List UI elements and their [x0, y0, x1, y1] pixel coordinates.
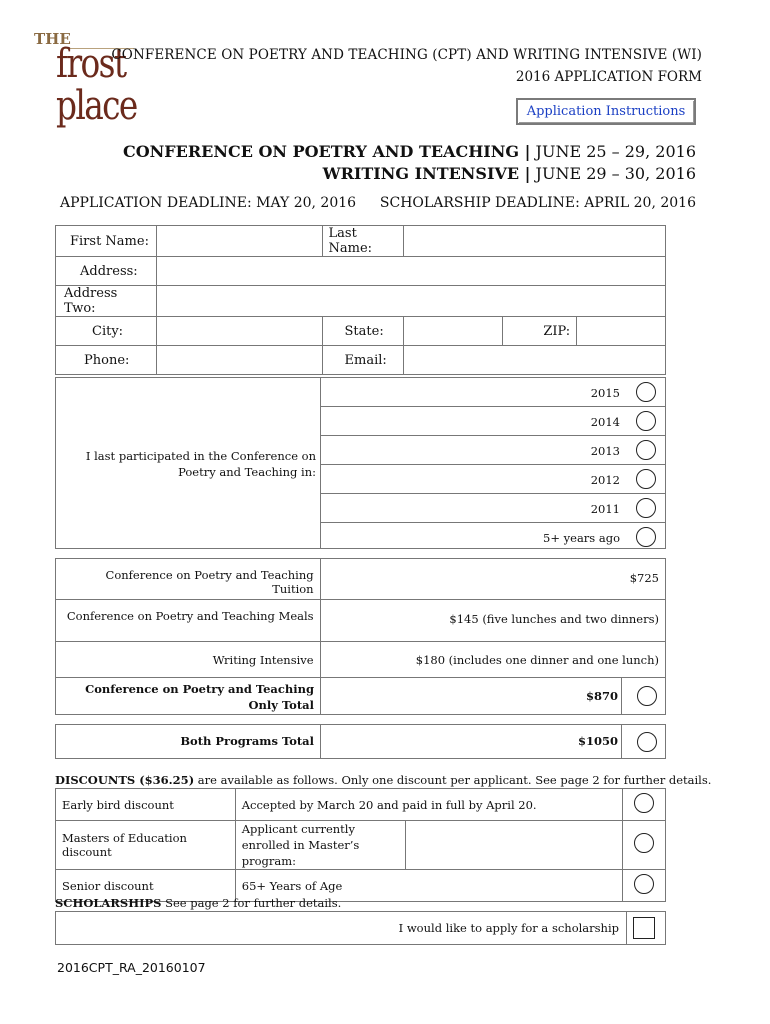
wi-title [323, 164, 696, 183]
senior-radio[interactable] [634, 874, 654, 894]
logo-the: THE [34, 30, 71, 48]
email-field[interactable] [403, 346, 666, 375]
zip-field[interactable] [577, 317, 666, 346]
scholarships-heading-text: See page 2 for further details. [161, 896, 342, 910]
fee-value: $180 (includes one dinner and one lunch) [320, 642, 665, 678]
participation-option-row [320, 523, 666, 551]
state-field[interactable] [403, 317, 503, 346]
participation-option-row [320, 436, 666, 464]
city-label: City: [56, 317, 157, 346]
city-field[interactable] [156, 317, 322, 346]
first-name-label: First Name: [56, 226, 157, 257]
scholarship-apply-label: I would like to apply for a scholarship [398, 921, 619, 935]
option-radio-2011[interactable] [636, 498, 656, 518]
cpt-dates: JUNE 25 – 29, 2016 [530, 142, 696, 161]
header-line1: CONFERENCE ON POETRY AND TEACHING (CPT) AND WRITING INTENSIVE (WI) [111, 47, 702, 63]
participation-option-row [320, 464, 666, 494]
address-two-field[interactable] [156, 286, 665, 317]
participation-option-row [320, 494, 666, 523]
fees-table [55, 558, 666, 678]
early-bird-radio[interactable] [634, 793, 654, 813]
logo-frost: frost [56, 41, 126, 87]
scholarship-checkbox[interactable] [633, 917, 655, 939]
cpt-title-bold: CONFERENCE ON POETRY AND TEACHING | [122, 142, 531, 161]
scholarship-row [55, 911, 666, 945]
option-radio-2013[interactable] [636, 440, 656, 460]
discount-name: Early bird discount [56, 789, 236, 821]
address-label: Address: [56, 257, 157, 286]
last-name-label: Last Name: [322, 226, 403, 257]
option-label: 2012 [590, 473, 620, 487]
application-deadline: APPLICATION DEADLINE: MAY 20, 2016 [60, 195, 357, 211]
masters-program-field[interactable] [405, 821, 623, 870]
option-radio-2015[interactable] [636, 382, 656, 402]
option-radio-2012[interactable] [636, 469, 656, 489]
option-label: 2015 [590, 386, 620, 400]
both-programs-total-value: $1050 [577, 734, 618, 748]
application-instructions-button[interactable]: Application Instructions [516, 98, 696, 125]
participation-options [320, 378, 666, 551]
option-label: 2014 [590, 415, 620, 429]
contact-form [55, 225, 666, 375]
both-programs-total-radio[interactable] [637, 732, 657, 752]
logo-place: place [56, 83, 137, 129]
cpt-only-total-label: Conference on Poetry and Teaching Only Total [85, 682, 314, 712]
fee-label: Conference on Poetry and Teaching Tuition [56, 559, 321, 600]
discount-desc: 65+ Years of Age [235, 870, 622, 902]
discounts-heading [55, 773, 711, 787]
wi-title-bold: WRITING INTENSIVE | [322, 164, 531, 183]
discounts-table [55, 788, 666, 902]
cpt-only-total-radio[interactable] [637, 686, 657, 706]
address-two-label: Address Two: [56, 286, 157, 317]
wi-dates: JUNE 29 – 30, 2016 [530, 164, 696, 183]
scholarship-deadline: SCHOLARSHIP DEADLINE: APRIL 20, 2016 [379, 195, 696, 211]
option-label: 2013 [590, 444, 620, 458]
option-label: 5+ years ago [543, 531, 620, 545]
discounts-heading-text: are available as follows. Only one discount per applicant. See page 2 for further details. [194, 773, 712, 787]
state-label: State: [322, 317, 403, 346]
fee-value: $145 (five lunches and two dinners) [320, 600, 665, 642]
form-code: 2016CPT_RA_20160107 [57, 960, 206, 975]
participation-option-row [320, 407, 666, 436]
discounts-heading-bold: DISCOUNTS ($36.25) [55, 773, 195, 787]
cpt-title [123, 142, 696, 161]
masters-radio[interactable] [634, 833, 654, 853]
cpt-only-total-value: $870 [585, 689, 618, 703]
discount-name: Masters of Education discount [56, 821, 236, 870]
header-line2: 2016 APPLICATION FORM [515, 69, 702, 85]
both-programs-total-row [55, 724, 666, 759]
participation-section [55, 377, 666, 549]
address-field[interactable] [156, 257, 665, 286]
fee-label: Writing Intensive [56, 642, 321, 678]
both-programs-total-label: Both Programs Total [180, 734, 314, 748]
zip-label: ZIP: [503, 317, 577, 346]
first-name-field[interactable] [156, 226, 322, 257]
option-radio-5plus[interactable] [636, 527, 656, 547]
phone-field[interactable] [156, 346, 322, 375]
email-label: Email: [322, 346, 403, 375]
scholarships-heading [55, 896, 341, 910]
option-label: 2011 [590, 502, 620, 516]
scholarships-heading-bold: SCHOLARSHIPS [55, 896, 162, 910]
discount-desc: Accepted by March 20 and paid in full by April 20. [235, 789, 622, 821]
fee-value: $725 [320, 559, 665, 600]
phone-label: Phone: [56, 346, 157, 375]
discount-name: Senior discount [56, 870, 236, 902]
fee-label: Conference on Poetry and Teaching Meals [56, 600, 321, 642]
last-name-field[interactable] [403, 226, 666, 257]
option-radio-2014[interactable] [636, 411, 656, 431]
participation-option-row [320, 378, 666, 407]
cpt-only-total-row [55, 677, 666, 715]
discount-desc: Applicant currently enrolled in Master’s program: [235, 821, 405, 870]
participation-question: I last participated in the Conference on Poetry and Teaching in: [85, 449, 316, 479]
